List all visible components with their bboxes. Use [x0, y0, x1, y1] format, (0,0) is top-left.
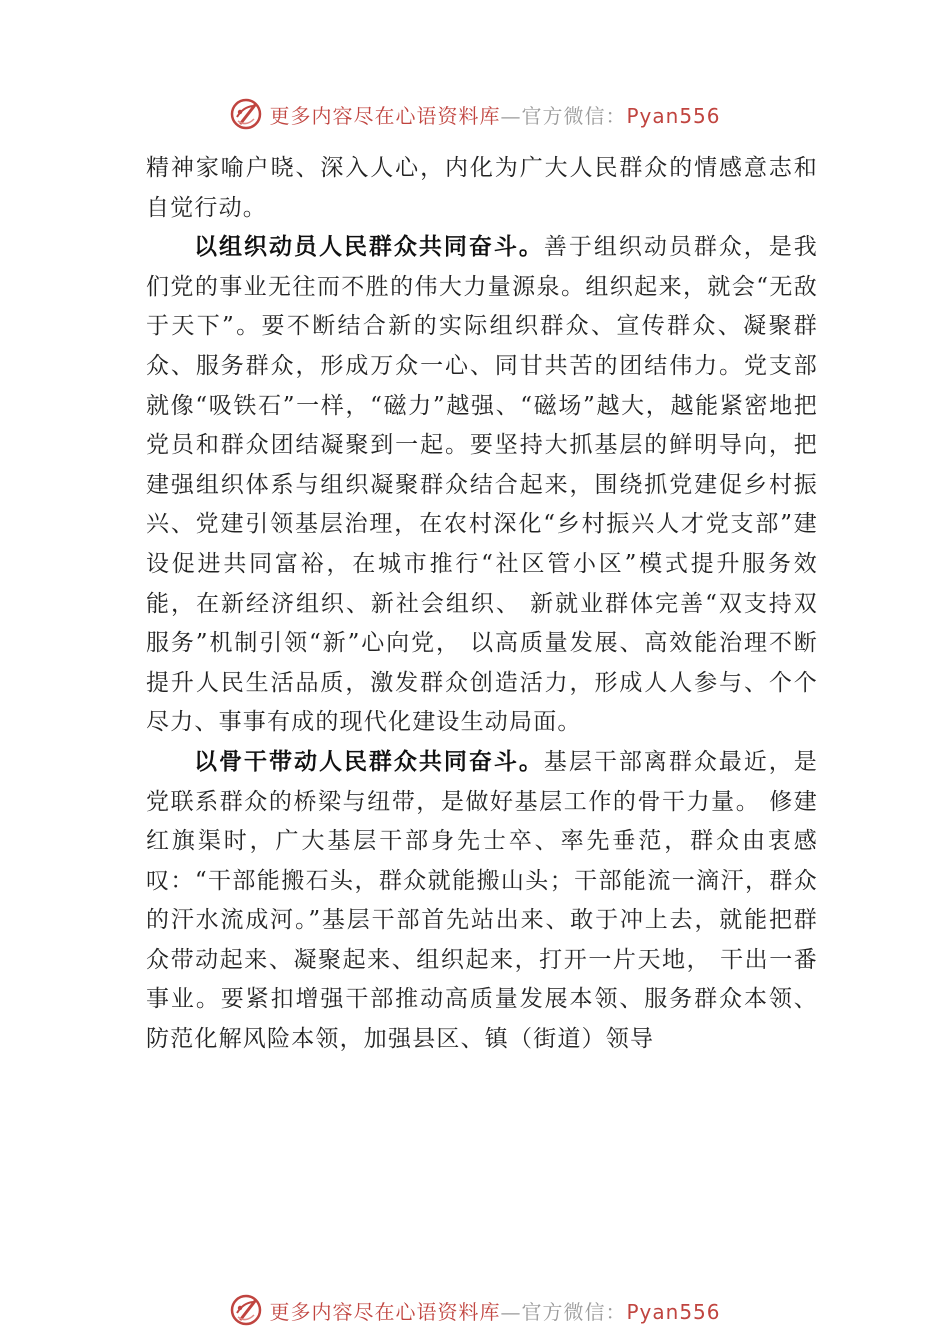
document-body: [146, 149, 818, 1060]
header-banner-text: [269, 100, 720, 129]
header-wechat-id: Pyan556: [626, 103, 721, 128]
paragraph-lead-heading: 以骨干带动人民群众共同奋斗。: [194, 748, 544, 775]
header-watermark-banner: [0, 94, 950, 134]
footer-brand-text: 更多内容尽在心语资料库: [269, 1299, 501, 1324]
footer-wechat-id: Pyan556: [626, 1299, 721, 1324]
paragraph-organize-mobilize: [146, 228, 818, 743]
header-official-text: —官方微信：: [500, 103, 627, 128]
header-brand-text: 更多内容尽在心语资料库: [269, 103, 501, 128]
paragraph-continuation: [146, 149, 818, 228]
paragraph-body-text: 基层干部离群众最近，是党联系群众的桥梁与纽带，是做好基层工作的骨干力量。 修建红旗渠时，广大基层干部身先士卒、率先垂范，群众由衷感叹：“干部能搬石头，群众就能搬山头；干部能流一滴汗，群众的汗水流成河。”基层干部首先站出来、敢于冲上去，就能把群众带动起来、凝聚起来、组织起来，打开一片天地， 干出一番事业。要紧扣增强干部推动高质量发展本领、服务群众本领、防范化解风险本领，加强县区、镇（街道）领导: [146, 748, 818, 1053]
footer-official-text: —官方微信：: [500, 1299, 627, 1324]
paragraph-lead-heading: 以组织动员人民群众共同奋斗。: [194, 234, 544, 261]
footer-banner-text: [269, 1296, 720, 1325]
paragraph-backbone-drive: [146, 743, 818, 1060]
paragraph-body-text: 善于组织动员群众，是我们党的事业无往而不胜的伟大力量源泉。组织起来，就会“无敌于天下”。要不断结合新的实际组织群众、宣传群众、凝聚群众、服务群众，形成万众一心、同甘共苦的团结伟力。党支部就像“吸铁石”一样，“磁力”越强、“磁场”越大，越能紧密地把党员和群众团结凝聚到一起。要坚持大抓基层的鲜明导向，把建强组织体系与组织凝聚群众结合起来，围绕抓党建促乡村振兴、党建引领基层治理，在农村深化“乡村振兴人才党支部”建设促进共同富裕，在城市推行“社区管小区”模式提升服务效能，在新经济组织、新社会组织、 新就业群体完善“双支持双服务”机制引领“新”心向党， 以高质量发展、高效能治理不断提升人民生活品质，激发群众创造活力，形成人人参与、个个尽力、事事有成的现代化建设生动局面。: [146, 234, 818, 736]
brand-logo-icon: [229, 97, 263, 131]
paragraph-body-text: 精神家喻户晓、深入人心，内化为广大人民群众的情感意志和自觉行动。: [146, 155, 818, 221]
brand-logo-icon: [229, 1293, 263, 1327]
footer-watermark-banner: [0, 1290, 950, 1330]
